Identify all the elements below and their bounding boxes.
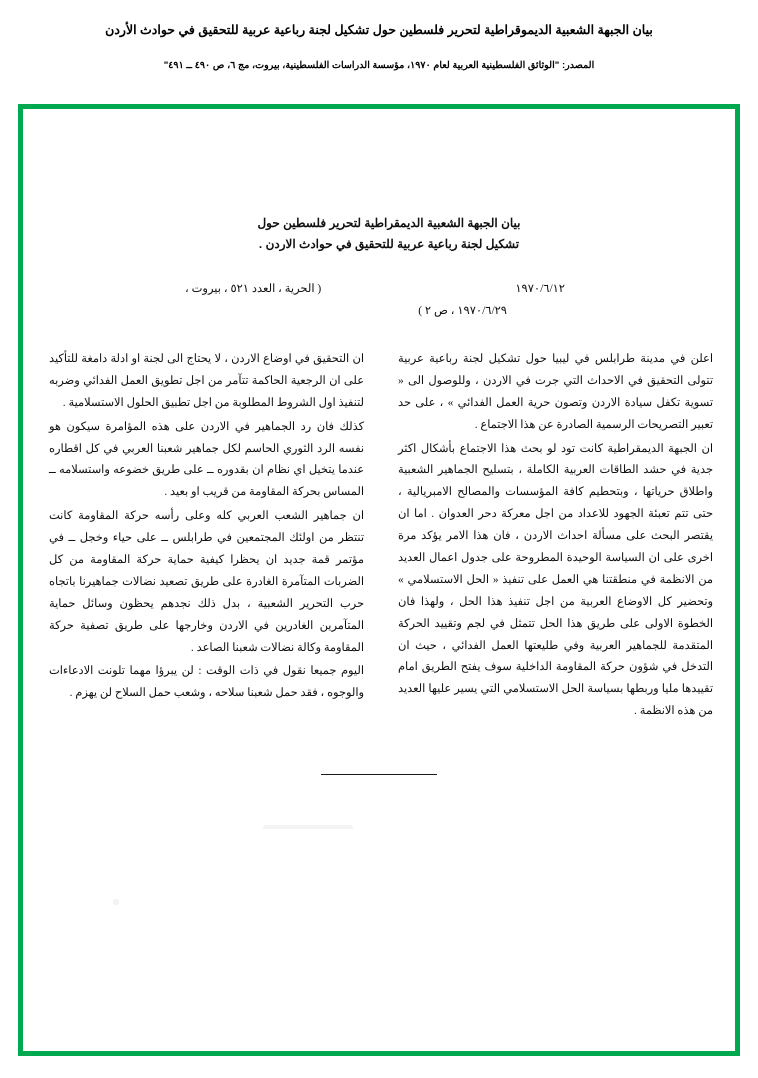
horizontal-divider — [321, 774, 437, 775]
document-header — [0, 0, 758, 72]
heading-line-2: تشكيل لجنة رباعية عربية للتحقيق في حوادث الاردن . — [258, 237, 520, 251]
paragraph: كذلك فان رد الجماهير في الاردن على هذه المؤامرة سيكون هو نفسه الرد الثوري الحاسم لكل جماهير شعبنا العربي في كل اقطاره عندما يتخيل اي نظام ان بقدوره ــ على طريق خضوعه واستسلامه ــ المساس بحركة المقاومة من قريب او بعيد . — [49, 420, 364, 499]
scanned-page-area — [23, 109, 735, 1051]
paragraph: ان التحقيق في اوضاع الاردن ، لا يحتاج الى لجنة او ادلة دامغة للتأكيد على ان الرجعية الحاكمة تتآمر من اجل تطويق العمل الفدائي وضربه لتنفيذ اول الشروط المطلوبة من اجل تطبيق الحلول الاستسلامية . — [49, 353, 364, 409]
paragraph: ان الجبهة الديمقراطية كانت تود لو بحث هذا الاجتماع بأشكال اكثر جدية في حشد الطاقات العربية الكاملة ، بتسليح الجماهير الشعبية واطلاق حرياتها ، وبتحطيم كافة المؤسسات والمصالح الامبريالية ، حتى تتم تعبئة الجهود للاعداد من اجل معركة دحر العدوان . اما ان يقتصر البحث على مسألة احداث الاردن ، فان هذا الامر يؤكد مرة اخرى على ان السياسة الوحيدة المطروحة على جدول اعمال العديد من الانظمة في منطقتنا هي العمل على تنفيذ « الحل الاستسلامي » وتحضير كل الاوضاع العربية من اجل تنفيذ هذا الحل ، ولهذا فان الخطوة الاولى على طريق هذا الحل تتمثل في لجم وتقييد الحركة المتقدمة للجماهير العربية وفي طليعتها العمل الفدائي ، حيث ان التدخل في شؤون حركة المقاومة الداخلية سوف يفتح الطريق امام تقييدها مليا وربطها بسياسة الحل الاستسلامي التي يسير عليها العديد من هذه الانظمة . — [398, 442, 713, 718]
document-heading — [239, 213, 539, 255]
green-border-frame — [18, 104, 740, 1056]
scan-content — [23, 109, 735, 1051]
column-left — [49, 349, 364, 725]
source-citation: المصدر: "الوثائق الفلسطينية العربية لعام ١٩٧٠، مؤسسة الدراسات الفلسطينية، بيروت، مج ٦، ص ٤٩٠ ــ ٤٩١" — [163, 59, 595, 71]
heading-line-1: بيان الجبهة الشعبية الديمقراطية لتحرير فلسطين حول — [257, 216, 521, 230]
meta-date: ١٩٧٠/٦/١٢ — [515, 283, 565, 295]
paragraph: اعلن في مدينة طرابلس في ليبيا حول تشكيل لجنة رباعية عربية تتولى التحقيق في الاحداث التي جرت في الاردن ، وللوصول الى « تسوية تكفل سيادة الاردن وتصون حرية العمل الفدائي » ، على حد تعبير التصريحات الرسمية الصادرة عن هذا الاجتماع . — [398, 353, 713, 431]
paragraph: ان جماهير الشعب العربي كله وعلى رأسه حركة المقاومة كانت تنتظر من اولئك المجتمعين في طرابلس ــ على حياء وخجل ــ في مؤتمر قمة جديد ان يحظرا كيفية حماية حركة المقاومة من كل الضربات المتآمرة الغادرة على طريق تصعيد نضالات جماهيرنا باتجاه حرب التحرير الشعبية ، بدل ذلك نجدهم يحظون وسائل حماية المتآمرين الغادرين في الاردن وخارجها على طريق تصفية حركة المقاومة وكالة نضالات شعبنا الصاعد . — [49, 510, 364, 654]
column-right — [398, 349, 713, 725]
document-meta — [185, 279, 565, 323]
paragraph: اليوم جميعا نقول في ذات الوقت : لن يبرؤا مهما تلونت الادعاءات والوجوه ، فقد حمل شعبنا سلاحه ، وشعب حمل السلاح لن يهزم . — [49, 665, 364, 700]
scan-artifact — [263, 825, 353, 829]
scan-artifact — [113, 899, 119, 905]
body-columns — [45, 349, 713, 725]
page-title: بيان الجبهة الشعبية الديموقراطية لتحرير فلسطين حول تشكيل لجنة رباعية عربية للتحقيق في حوادث الأردن — [105, 23, 653, 37]
meta-publication: ( الحرية ، العدد ٥٢١ ، بيروت ، — [185, 283, 322, 295]
meta-publication-second-line: ١٩٧٠/٦/٢٩ ، ص ٢ ) — [418, 304, 507, 317]
